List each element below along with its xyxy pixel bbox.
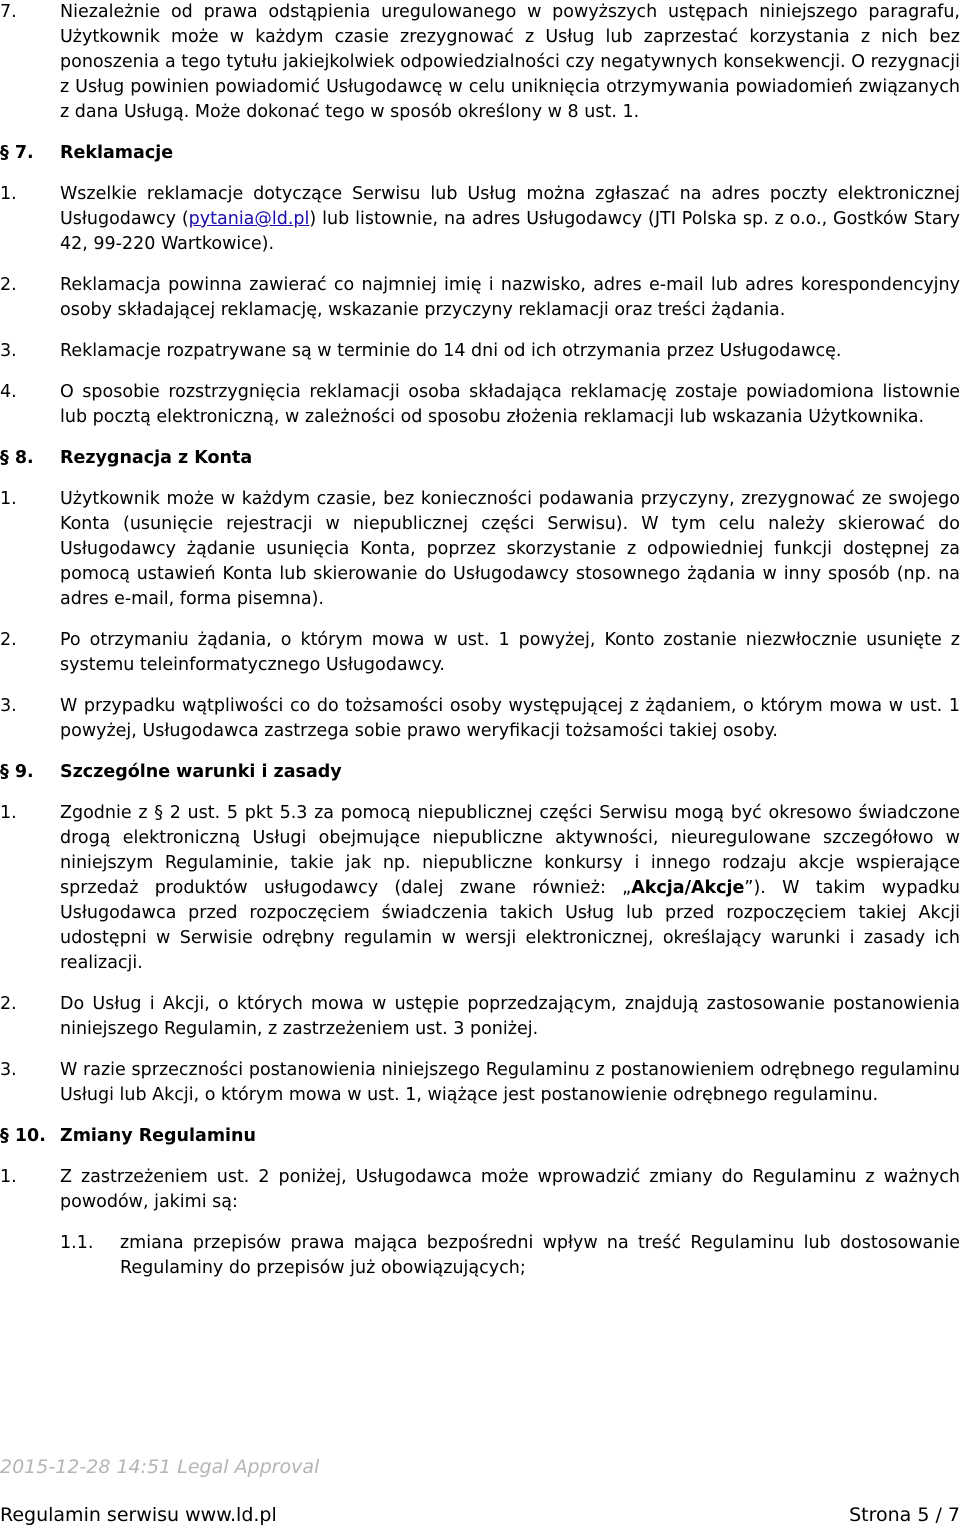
section-symbol: § xyxy=(0,762,9,782)
item-text: Z zastrzeżeniem ust. 2 poniżej, Usługodawca może wprowadzić zmiany do Regulaminu z ważnych powodów, jakimi są: xyxy=(60,1167,960,1212)
section-title: Zmiany Regulaminu xyxy=(60,1126,256,1146)
list-item xyxy=(0,182,960,257)
section-symbol: § xyxy=(154,803,163,823)
section-symbol: § xyxy=(0,143,9,163)
section-title: Reklamacje xyxy=(60,143,174,163)
item-text: W razie sprzeczności postanowienia niniejszego Regulaminu z postanowieniem odrębnego regulaminu Usługi lub Akcji, o którym mowa w ust. 1, wiążące jest postanowienie odrębnego regulaminu. xyxy=(60,1060,960,1105)
list-item xyxy=(0,801,960,976)
item-text: Niezależnie od prawa odstąpienia uregulowanego w powyższych ustępach niniejszego paragrafu, Użytkownik może w każdym czasie zrezygnować z Usług lub zaprzestać korzystania z nich bez ponoszenia a tego tytułu jakiejkolwiek odpowiedzialności czy negatywnych konsekwencji. O rezygnacji z Usług powinien powiadomić Usługodawcę w celu uniknięcia otrzymywania powiadomień związanych z dana Usługą. Może dokonać tego w sposób określony w 8 ust. 1. xyxy=(60,2,960,122)
item-number: 1. xyxy=(0,184,17,204)
item-text: 2 ust. 5 pkt 5.3 za pomocą niepublicznej części Serwisu mogą być okresowo świadczone drogą elektroniczną Usługi obejmujące niepubliczne aktywności, nieuregulowane szczegółowo w niniejszym Regulaminie, takie jak np. niepubliczne konkursy i innego rodzaju akcje wspierające sprzedaż produktów usługodawcy (dalej zwane również: „ xyxy=(60,803,960,898)
section-heading-8 xyxy=(0,446,960,471)
item-text: Do Usług i Akcji, o których mowa w ustępie poprzedzającym, znajdują zastosowanie postanowienia niniejszego Regulamin, z zastrzeżeniem ust. 3 poniżej. xyxy=(60,994,960,1039)
item-number: 3. xyxy=(0,696,17,716)
item-text: Reklamacje rozpatrywane są w terminie do 14 dni od ich otrzymania przez Usługodawcę. xyxy=(60,341,842,361)
item-text: ) lub listownie, na adres Usługodawcy (JTI Polska sp. z o.o., Gostków Stary 42, 99-220 Wartkowice). xyxy=(60,209,960,254)
section-symbol: § xyxy=(0,1126,9,1146)
section-symbol: § xyxy=(0,448,9,468)
section-heading-10 xyxy=(0,1124,960,1149)
section-number: § 7. xyxy=(0,143,34,163)
defined-term: Akcja/Akcje xyxy=(631,878,745,898)
item-number: 3. xyxy=(0,341,17,361)
item-text: Reklamacja powinna zawierać co najmniej imię i nazwisko, adres e-mail lub adres korespondencyjny osoby składającej reklamację, wskazanie przyczyny reklamacji oraz treści żądania. xyxy=(60,275,960,320)
approval-stamp: 2015-12-28 14:51 Legal Approval xyxy=(0,1456,320,1478)
list-item xyxy=(0,992,960,1042)
section-number: § 10. xyxy=(0,1126,46,1146)
page-number: Strona 5 / 7 xyxy=(849,1504,960,1526)
item-number: 2. xyxy=(0,994,17,1014)
item-number: 2. xyxy=(0,630,17,650)
list-item xyxy=(0,694,960,744)
section-heading-9 xyxy=(0,760,960,785)
section-heading-7 xyxy=(0,141,960,166)
list-item xyxy=(0,1165,960,1215)
item-text: W przypadku wątpliwości co do tożsamości osoby występującej z żądaniem, o którym mowa w ust. 1 powyżej, Usługodawca zastrzega sobie prawo weryfikacji tożsamości takiej osoby. xyxy=(60,696,960,741)
item-text: zmiana przepisów prawa mająca bezpośredni wpływ na treść Regulaminu lub dostosowanie Regulaminy do przepisów już obowiązujących; xyxy=(120,1233,960,1278)
list-item xyxy=(0,339,960,364)
section-number: § 8. xyxy=(0,448,34,468)
list-item xyxy=(0,380,960,430)
section-number: § 9. xyxy=(0,762,34,782)
email-link[interactable]: pytania@ld.pl xyxy=(188,209,310,229)
list-item xyxy=(0,273,960,323)
section-title: Rezygnacja z Konta xyxy=(60,448,253,468)
footer-title: Regulamin serwisu www.ld.pl xyxy=(0,1504,277,1526)
item-number: 4. xyxy=(0,382,17,402)
item-number: 2. xyxy=(0,275,17,295)
item-number: 3. xyxy=(0,1060,17,1080)
item-number: 1. xyxy=(0,489,17,509)
item-text: Po otrzymaniu żądania, o którym mowa w ust. 1 powyżej, Konto zostanie niezwłocznie usunięte z systemu teleinformatycznego Usługodawcy. xyxy=(60,630,960,675)
section-title: Szczególne warunki i zasady xyxy=(60,762,342,782)
item-text: Wszelkie reklamacje dotyczące Serwisu lub Usług można zgłaszać na adres poczty elektronicznej Usługodawcy ( xyxy=(60,184,960,229)
list-item xyxy=(0,1058,960,1108)
paragraph-7-top xyxy=(0,0,960,125)
item-number: 1. xyxy=(0,803,17,823)
list-item xyxy=(0,487,960,612)
item-text: O sposobie rozstrzygnięcia reklamacji osoba składająca reklamację zostaje powiadomiona listownie lub pocztą elektroniczną, w zależności od sposobu złożenia reklamacji lub wskazania Użytkownika. xyxy=(60,382,960,427)
sub-list-item xyxy=(0,1231,960,1281)
list-item xyxy=(0,628,960,678)
item-text: ”). W takim wypadku Usługodawca przed rozpoczęciem świadczenia takich Usług lub przed rozpoczęciem takiej Akcji udostępni w Serwisie odrębny regulamin w wersji elektronicznej, określający warunki i zasady ich realizacji. xyxy=(60,878,960,973)
item-text: Zgodnie z xyxy=(60,803,155,823)
item-number: 7. xyxy=(0,2,17,22)
item-number: 1.1. xyxy=(60,1233,94,1253)
item-text: Użytkownik może w każdym czasie, bez konieczności podawania przyczyny, zrezygnować ze swojego Konta (usunięcie rejestracji w niepublicznej części Serwisu). W tym celu należy skierować do Usługodawcy żądanie usunięcia Konta, poprzez skorzystanie z odpowiedniej funkcji dostępnej za pomocą ustawień Konta lub skierowanie do Usługodawcy stosownego żądania w inny sposób (np. na adres e-mail, forma pisemna). xyxy=(60,489,960,609)
item-number: 1. xyxy=(0,1167,17,1187)
